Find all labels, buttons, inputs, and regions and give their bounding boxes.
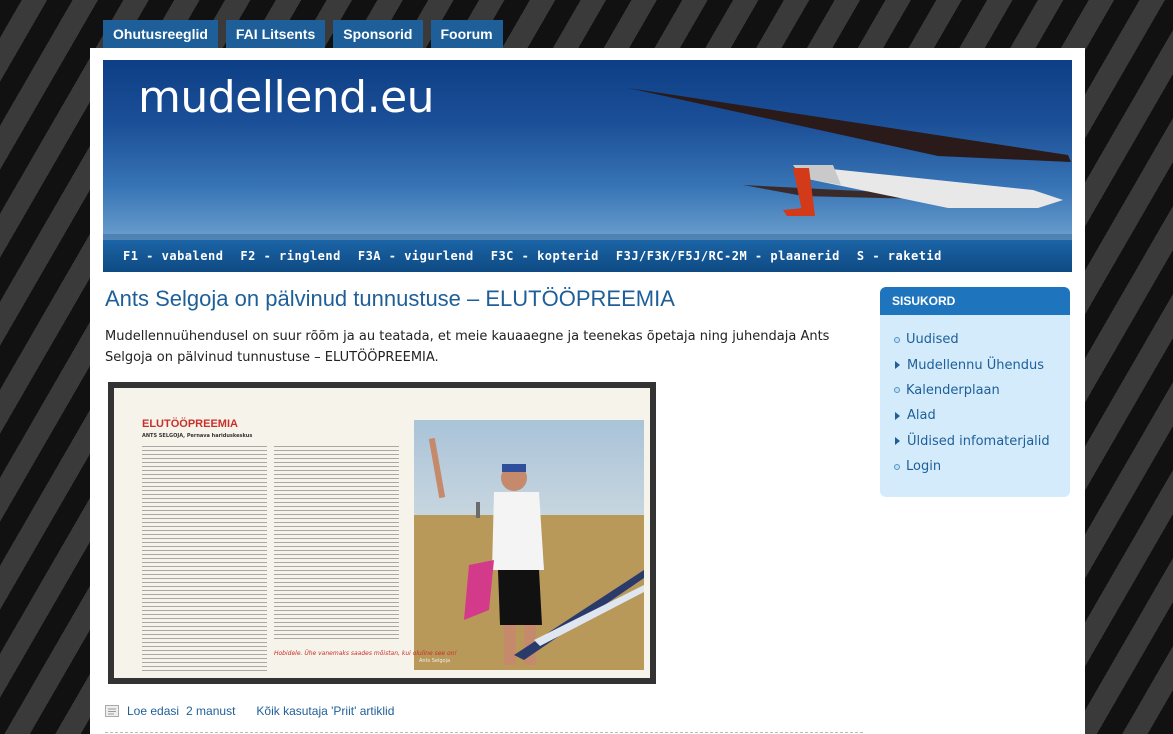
- sidebar-item-label: Uudised: [906, 332, 959, 348]
- bullet-dot-icon: [894, 337, 900, 343]
- bullet-arrow-icon: [895, 437, 900, 445]
- tab-foorum[interactable]: Foorum: [431, 20, 503, 48]
- article-body: Mudellennuühendusel on suur rõõm ja au teatada, et meie kauaaegne ja teenekas õpetaja ning juhendaja Ants Selgoja on pälvinud tunnustuse – ELUTÖÖPREEMIA.: [105, 329, 830, 365]
- tab-fai-litsents[interactable]: FAI Litsents: [226, 20, 325, 48]
- magazine-text-column: [142, 446, 267, 671]
- sidebar: [880, 287, 1070, 497]
- page-container: [90, 48, 1085, 734]
- sidebar-item-alad[interactable]: [894, 403, 1070, 428]
- sidebar-item-login[interactable]: [894, 454, 1070, 479]
- sidebar-title: SISUKORD: [880, 287, 1070, 315]
- sidebar-item-label: Üldised infomaterjalid: [907, 433, 1050, 449]
- attachments-link[interactable]: 2 manust: [186, 704, 236, 718]
- document-icon: [105, 705, 119, 717]
- article-divider: [105, 732, 863, 733]
- magazine-quote: Hobidele. Ühe vanemaks saades mõistan, kui oluline see on!: [274, 650, 457, 657]
- nav-item-plaanerid[interactable]: F3J/F3K/F5J/RC-2M - plaanerid: [615, 249, 840, 263]
- author-articles-link[interactable]: Kõik kasutaja 'Priit' artiklid: [256, 704, 395, 718]
- bullet-arrow-icon: [895, 412, 900, 420]
- nav-item-raketid[interactable]: S - raketid: [856, 249, 942, 263]
- read-more-link[interactable]: Loe edasi: [127, 704, 180, 718]
- tab-sponsorid[interactable]: Sponsorid: [333, 20, 422, 48]
- tab-ohutusreeglid[interactable]: Ohutusreeglid: [103, 20, 218, 48]
- person-with-glider-photo: [414, 420, 644, 670]
- magazine-photo: [414, 420, 644, 670]
- article-title[interactable]: Ants Selgoja on pälvinud tunnustuse – ELUTÖÖPREEMIA: [105, 286, 675, 311]
- main-content: [105, 286, 863, 733]
- article-footer: [105, 704, 863, 718]
- article-image: [108, 382, 656, 684]
- sidebar-menu: [880, 315, 1070, 497]
- bullet-dot-icon: [894, 387, 900, 393]
- nav-item-f2[interactable]: F2 - ringlend: [240, 249, 341, 263]
- sidebar-item-label: Mudellennu Ühendus: [907, 357, 1045, 373]
- site-title[interactable]: mudellend.eu: [138, 72, 435, 123]
- bullet-dot-icon: [894, 464, 900, 470]
- bullet-arrow-icon: [895, 361, 900, 369]
- header-banner: [103, 60, 1072, 240]
- sidebar-item-label: Alad: [907, 408, 936, 424]
- magazine-heading: ELUTÖÖPREEMIA: [142, 418, 238, 430]
- nav-item-f1[interactable]: F1 - vabalend: [123, 249, 224, 263]
- nav-item-f3a[interactable]: F3A - vigurlend: [357, 249, 474, 263]
- sidebar-item-label: Login: [906, 459, 942, 475]
- magazine-subheading: ANTS SELGOJA, Pernava hariduskeskus: [142, 433, 253, 439]
- sidebar-item-kalenderplaan[interactable]: [894, 378, 1070, 403]
- sidebar-item-uudised[interactable]: [894, 327, 1070, 352]
- main-nav: [103, 240, 1072, 272]
- sidebar-item-mudellennu-uhendus[interactable]: [894, 352, 1070, 377]
- top-tabs: [103, 20, 503, 48]
- sidebar-item-label: Kalenderplaan: [906, 382, 1000, 398]
- photo-credit: Ants Selgoja: [419, 658, 451, 664]
- magazine-text-column: [274, 446, 399, 641]
- magazine-page: [114, 388, 650, 678]
- sidebar-item-uldised-infomaterjalid[interactable]: [894, 429, 1070, 454]
- nav-item-f3c[interactable]: F3C - kopterid: [490, 249, 599, 263]
